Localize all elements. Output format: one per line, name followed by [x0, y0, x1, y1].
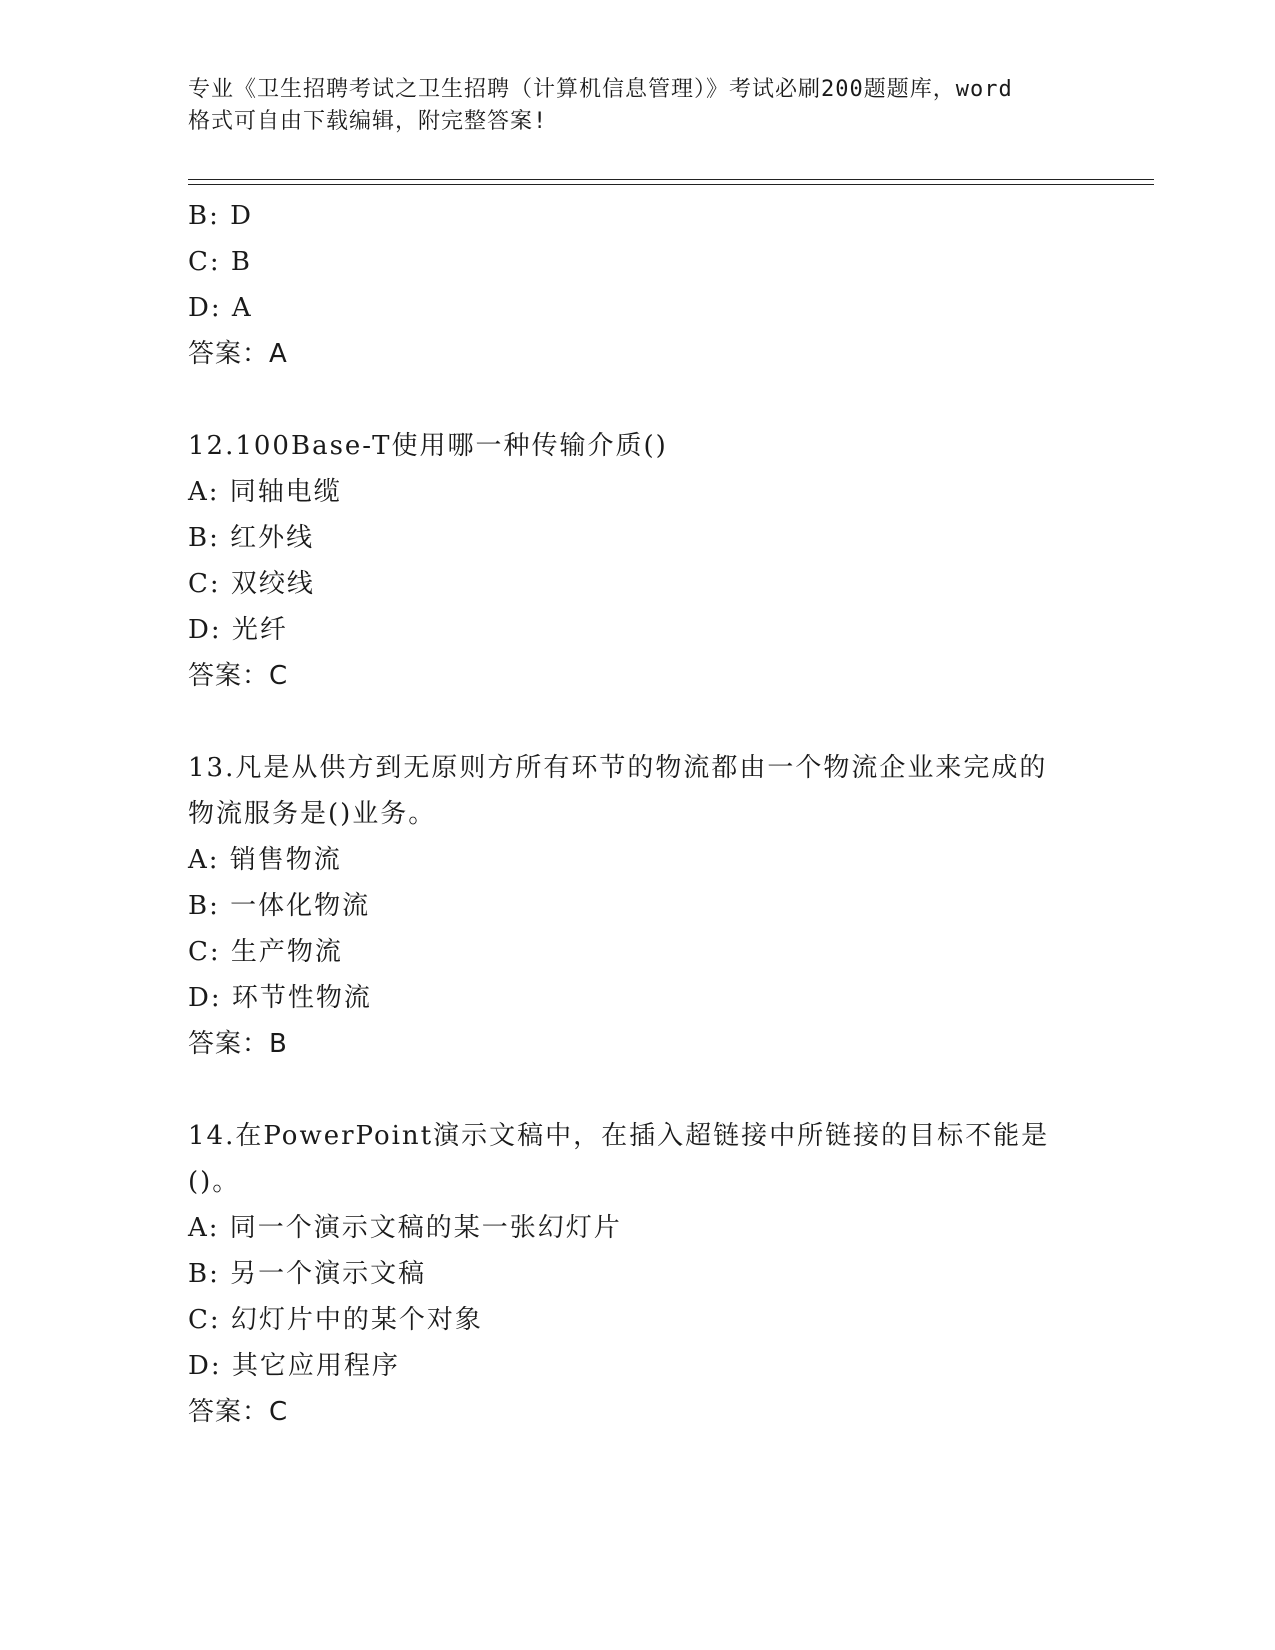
question-title-line-1: 14.在PowerPoint演示文稿中，在插入超链接中所链接的目标不能是 [188, 1121, 1050, 1151]
question-title-line-2: ()。 [188, 1167, 241, 1197]
option-b: B: D [188, 201, 253, 231]
answer-line: 答案：B [188, 1029, 288, 1059]
spacer [188, 1067, 1088, 1113]
option-d: D: 环节性物流 [188, 983, 372, 1013]
question-14 [188, 1113, 1088, 1435]
answer-line: 答案：C [188, 1397, 289, 1427]
spacer [188, 699, 1088, 745]
option-a: A: 同轴电缆 [188, 477, 342, 507]
header-divider-top [188, 179, 1154, 180]
document-header [188, 74, 1088, 138]
question-list [188, 193, 1088, 1435]
question-title-line-1: 13.凡是从供方到无原则方所有环节的物流都由一个物流企业来完成的 [188, 753, 1048, 783]
option-d: D: A [188, 293, 253, 323]
spacer [188, 377, 1088, 423]
question-12 [188, 423, 1088, 699]
option-b: B: 红外线 [188, 523, 315, 553]
header-line-2: 格式可自由下载编辑，附完整答案! [188, 109, 548, 134]
answer-line: 答案：C [188, 661, 289, 691]
option-d: D: 光纤 [188, 615, 288, 645]
option-a: A: 同一个演示文稿的某一张幻灯片 [188, 1213, 622, 1243]
header-line-1: 专业《卫生招聘考试之卫生招聘（计算机信息管理）》考试必刷200题题库，word [188, 77, 1013, 102]
header-divider-bottom [188, 184, 1154, 185]
answer-line: 答案：A [188, 339, 288, 369]
question-13 [188, 745, 1088, 1067]
option-b: B: 另一个演示文稿 [188, 1259, 427, 1289]
prev-question-block [188, 193, 1088, 377]
question-title-line-2: 物流服务是()业务。 [188, 799, 437, 829]
option-a: A: 销售物流 [188, 845, 342, 875]
option-c: C: 幻灯片中的某个对象 [188, 1305, 483, 1335]
option-c: C: 生产物流 [188, 937, 343, 967]
question-title: 12.100Base-T使用哪一种传输介质() [188, 431, 668, 461]
option-b: B: 一体化物流 [188, 891, 371, 921]
option-c: C: 双绞线 [188, 569, 315, 599]
option-d: D: 其它应用程序 [188, 1351, 400, 1381]
option-c: C: B [188, 247, 253, 277]
